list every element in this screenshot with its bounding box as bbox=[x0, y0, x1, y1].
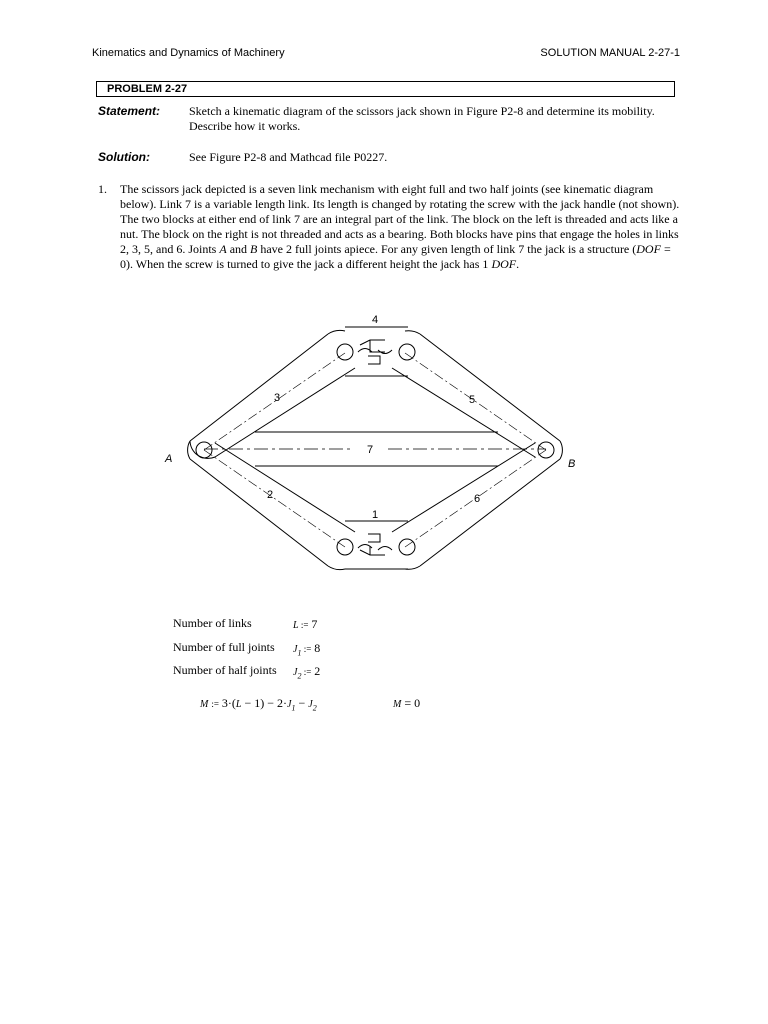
mobility-result: M = 0 bbox=[393, 696, 421, 710]
label-joint-b: B bbox=[568, 458, 576, 470]
statement-label: Statement: bbox=[98, 104, 161, 118]
dof-ref: DOF bbox=[636, 242, 661, 256]
calc-row-full-label: Number of full joints bbox=[173, 640, 275, 654]
item-text-part: The scissors jack depicted is a seven link mechanism with eight full and two half joints (see kinematic diagram below). Link 7 is a variable length link. Its length is changed by rotating the screw with the jack handle (not shown). The two blocks at either end of link 7 are an integral part of the link. The block on the left is threaded and acts like a nut. The block on the right is not threaded and acts as a bearing. Both blocks have pins that engage the holes in links 2, 3, 5, and 6. Joints bbox=[120, 182, 680, 256]
item-text-part: and bbox=[226, 242, 251, 256]
label-link-5: 5 bbox=[469, 394, 476, 406]
item-paragraph bbox=[120, 182, 680, 272]
label-link-1: 1 bbox=[372, 509, 379, 521]
solution-text: See Figure P2-8 and Mathcad file P0227. bbox=[189, 150, 388, 164]
kinematic-diagram bbox=[150, 305, 600, 585]
joint-b-ref: B bbox=[250, 242, 258, 256]
link-3 bbox=[190, 334, 355, 458]
problem-title-box bbox=[96, 81, 675, 97]
solution-label: Solution: bbox=[98, 150, 150, 164]
calc-row-half-eq: $J_2$ := 2 bbox=[293, 664, 321, 681]
bottom-left-end bbox=[328, 566, 345, 570]
label-link-6: 6 bbox=[474, 493, 481, 505]
item-number: 1. bbox=[98, 182, 107, 196]
label-link-2: 2 bbox=[267, 489, 274, 501]
running-header-left: Kinematics and Dynamics of Machinery bbox=[92, 47, 285, 59]
link-end-b bbox=[560, 441, 562, 459]
item-text-part: have 2 full joints apiece. For any given length of link 7 the jack is a structure ( bbox=[257, 242, 637, 256]
label-link-3: 3 bbox=[274, 392, 281, 404]
problem-title: PROBLEM 2-27 bbox=[107, 83, 188, 95]
item-text-part: . bbox=[516, 257, 520, 271]
link-7 bbox=[204, 432, 546, 466]
top-right-end bbox=[405, 331, 420, 334]
calc-row-full-eq: $J_1$ := 8 bbox=[293, 641, 321, 658]
calc-row-half-label: Number of half joints bbox=[173, 663, 277, 677]
joint-a-ref: A bbox=[219, 242, 227, 256]
label-link-4: 4 bbox=[372, 314, 379, 326]
pin-top-right bbox=[399, 344, 415, 360]
item-text-part: = 0). When the screw is turned to give the jack a different height the jack has 1 bbox=[120, 242, 671, 271]
mobility-equation: M := $3\cdot(L - 1) - 2\cdot J_1 - J_2$ bbox=[200, 696, 317, 713]
top-left-end bbox=[328, 330, 345, 334]
pin-top-left bbox=[337, 344, 353, 360]
link-5 bbox=[392, 334, 560, 457]
dof-ref: DOF bbox=[491, 257, 517, 271]
label-joint-a: A bbox=[165, 453, 173, 465]
label-link-7: 7 bbox=[367, 444, 374, 456]
running-header-right: SOLUTION MANUAL 2-27-1 bbox=[540, 47, 680, 59]
link-2 bbox=[190, 443, 355, 566]
calc-row-links-label: Number of links bbox=[173, 616, 252, 630]
calc-row-links-eq: L := 7 bbox=[293, 617, 318, 631]
pin-bottom-right bbox=[399, 539, 415, 555]
link-end-a bbox=[188, 441, 190, 459]
statement-text: Sketch a kinematic diagram of the scissors jack shown in Figure P2-8 and determine its mobility. Describe how it works. bbox=[189, 104, 655, 133]
